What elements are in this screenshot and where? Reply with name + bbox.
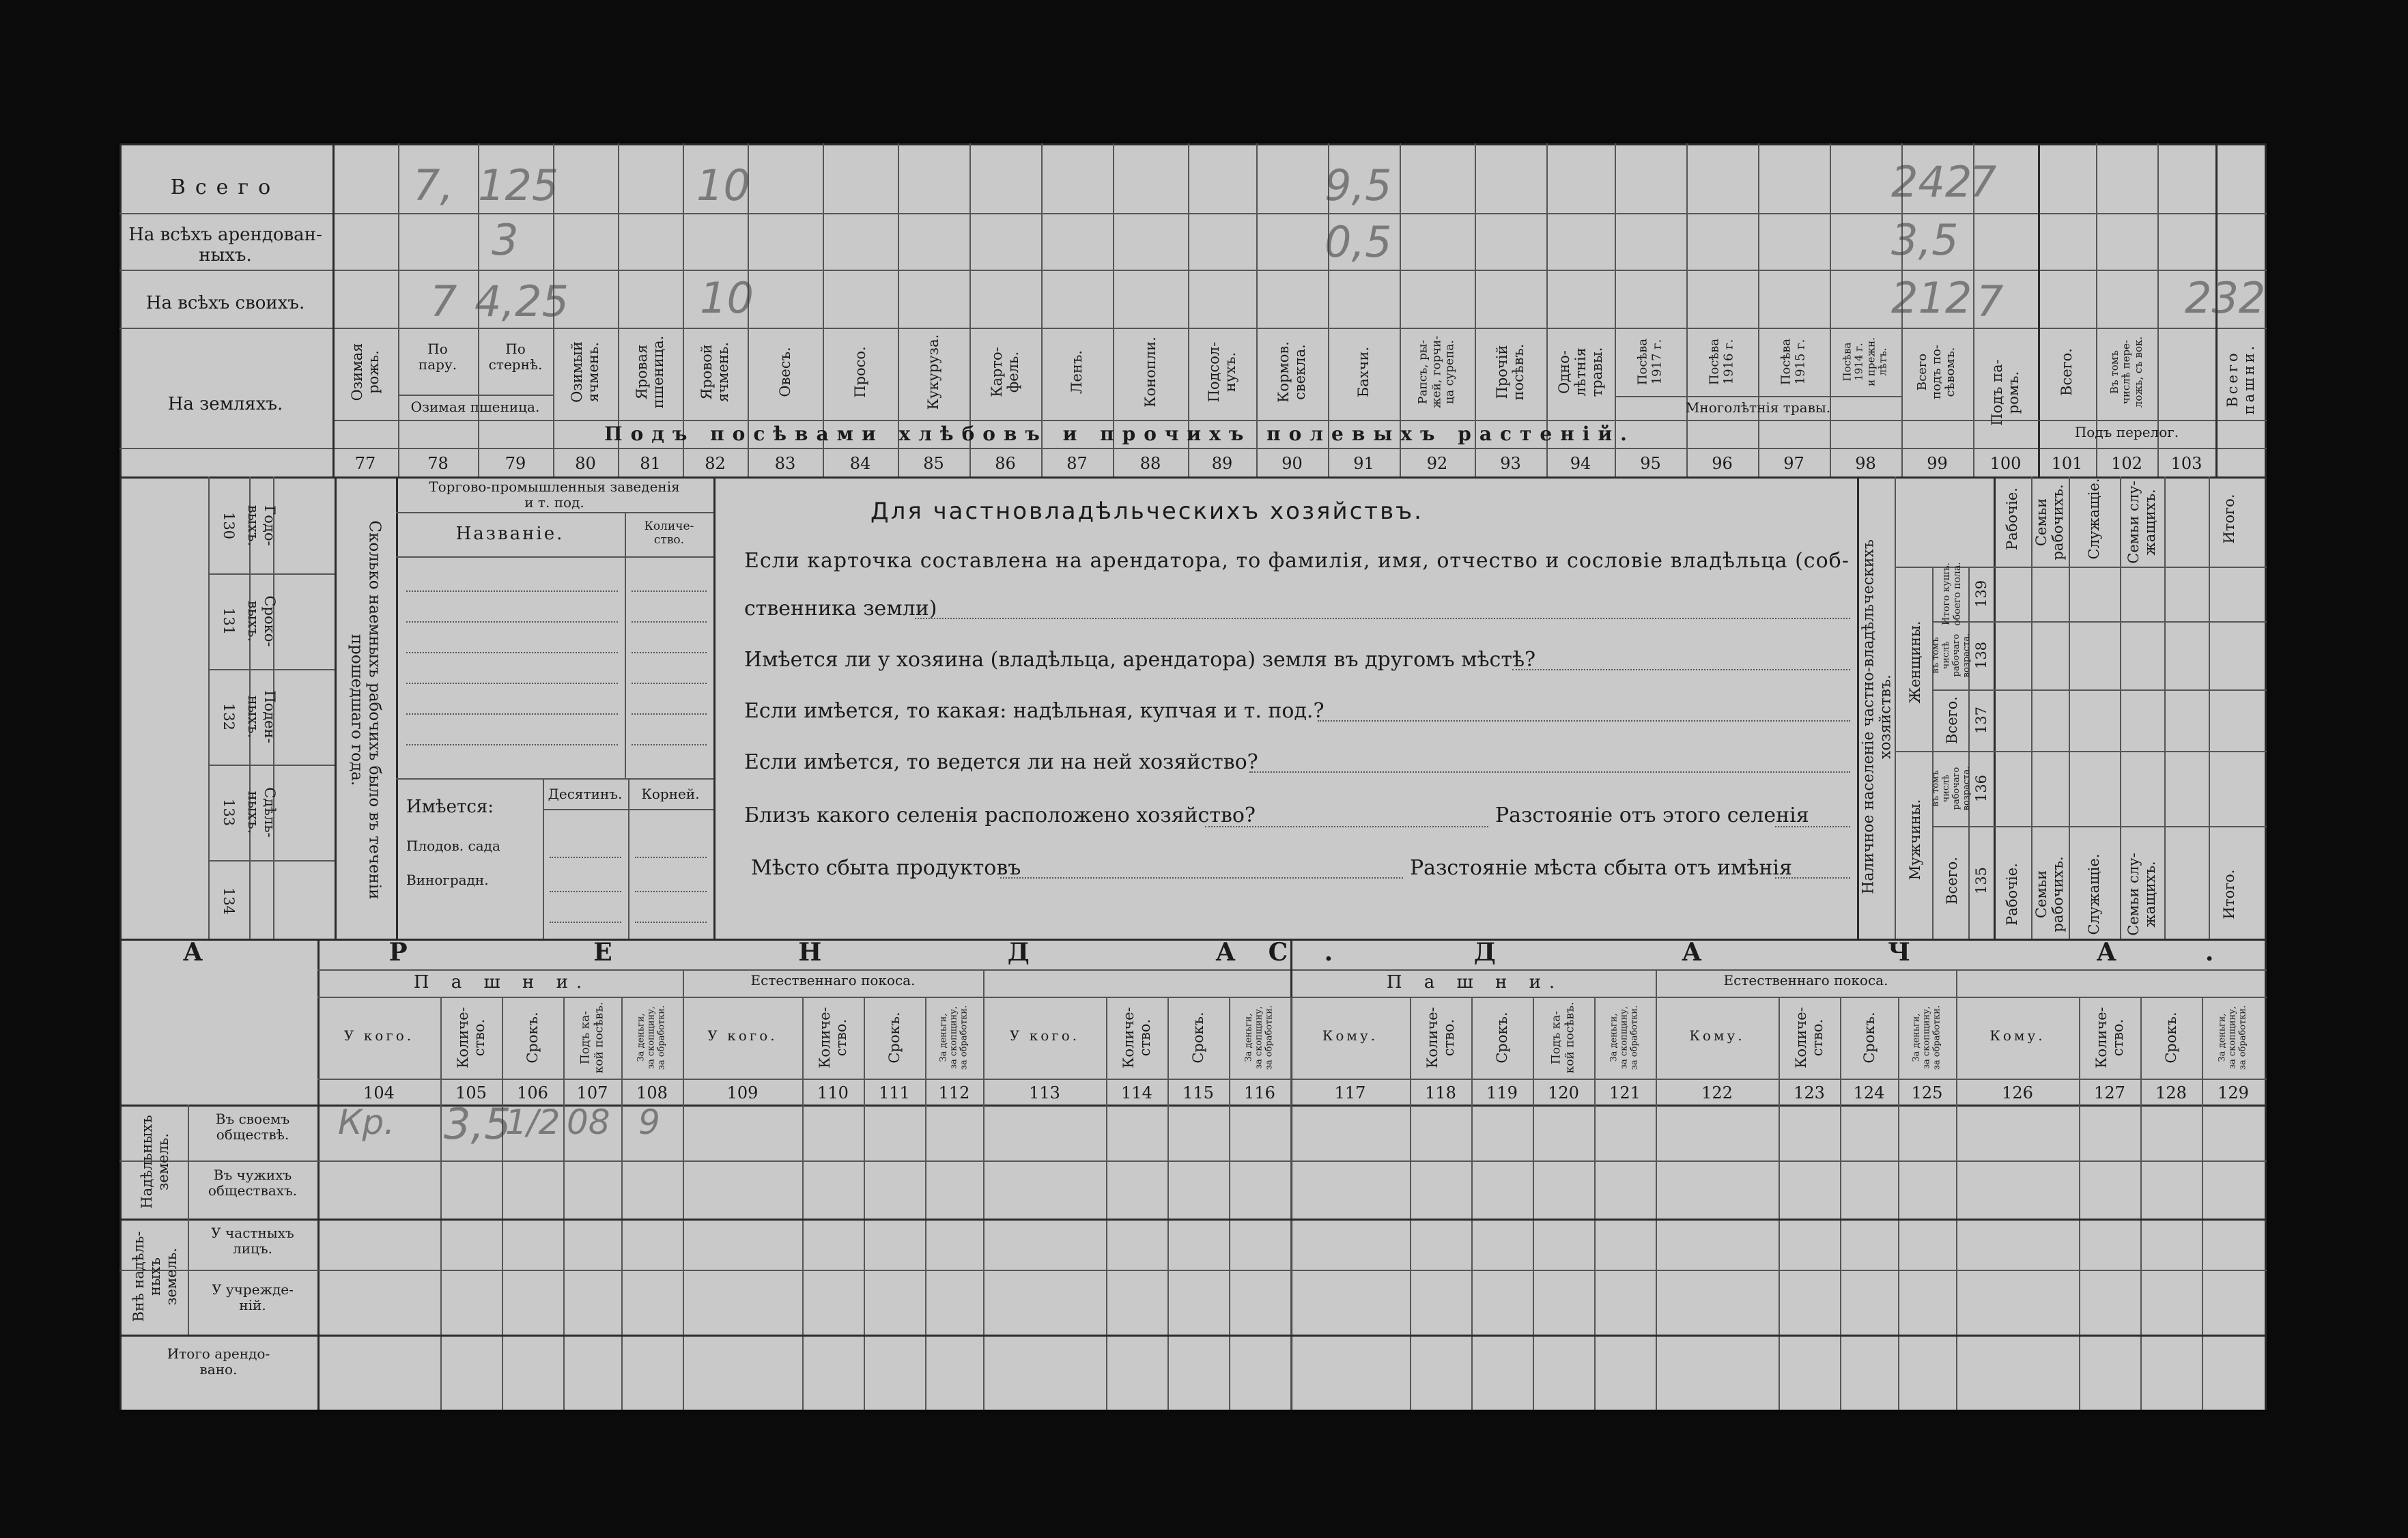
workers-sdelnykh: Сдѣль- ныхъ. — [245, 787, 279, 838]
top-col-number: 85 — [923, 454, 944, 473]
bottom-col-header: Подъ ка- кой посѣвъ. — [1549, 1001, 1576, 1074]
row-label-vsego: Всего — [170, 175, 281, 199]
right-top-itogo: Итого. — [2220, 494, 2237, 544]
hw-bottom-3: 1/2 — [505, 1102, 561, 1142]
bottom-col-number: 107 — [576, 1083, 608, 1102]
hdr-pod-parom: Подъ па- ромъ. — [1988, 359, 2022, 426]
row-chastnykh: У частныхъ лицъ. — [211, 1225, 294, 1257]
bottom-col-number: 128 — [2155, 1083, 2187, 1102]
bottom-col-header: Кому. — [1322, 1027, 1378, 1044]
imeetsya-label: Имѣется: — [406, 797, 494, 817]
arenda-title: А Р Е Н Д А. — [182, 938, 1422, 967]
imeetsya-vinograd: Виноградн. — [406, 872, 489, 888]
hdr-korm-svekla: Кормов. свекла. — [1275, 341, 1308, 403]
workers-num-131: 131 — [221, 607, 238, 636]
arenda-pashni: П а ш н и. — [413, 972, 591, 993]
trade-title: Торгово-промышленныя заведенія и т. под. — [429, 479, 680, 511]
private-line-5: Если имѣется, то ведется ли на ней хозяйство? — [744, 750, 1258, 774]
hdr-vsego-pashni: Всего пашни. — [2224, 343, 2257, 415]
private-line-9: Разстояніе мѣста сбыта отъ имѣнія — [1410, 856, 1792, 880]
top-col-number: 78 — [427, 454, 449, 473]
bottom-col-number: 125 — [1911, 1083, 1943, 1102]
bottom-col-number: 118 — [1425, 1083, 1456, 1102]
census-card — [119, 143, 2303, 1410]
trade-qty-header: Количе- ство. — [644, 519, 694, 547]
hdr-bakhchi: Бахчи. — [1355, 346, 1372, 398]
top-col-number: 86 — [995, 454, 1016, 473]
right-bot-semi-rab: Семьи рабочихъ. — [2032, 856, 2066, 932]
bottom-col-header: За деньги, за скопщину, за обработки. — [1609, 1005, 1640, 1070]
pop-num-136: 136 — [1972, 774, 1989, 803]
row-svoem: Въ своемъ обществѣ. — [215, 1111, 290, 1143]
right-bot-semi-sluzh: Семьи слу- жащихъ. — [2125, 853, 2158, 936]
bottom-col-header: За деньги, за скопщину, за обработки. — [1911, 1005, 1942, 1070]
right-bot-itogo: Итого. — [2220, 869, 2237, 920]
pop-num-135: 135 — [1972, 866, 1989, 895]
hdr-podsolnukh: Подсол- нухъ. — [1205, 341, 1238, 403]
private-line-7: Разстояніе отъ этого селенія — [1495, 803, 1809, 827]
bottom-col-header: За деньги, за скопщину, за обработки. — [2217, 1005, 2248, 1070]
top-col-number: 102 — [2111, 454, 2142, 473]
bottom-col-number: 119 — [1486, 1083, 1518, 1102]
workers-srokovykh: Сроко- выхъ. — [245, 595, 279, 647]
private-line-6: Близъ какого селенія расположено хозяйство? — [744, 803, 1256, 827]
top-col-number: 87 — [1066, 454, 1088, 473]
hw-vsego-2: 125 — [478, 160, 559, 210]
hdr-1917: Посѣва 1917 г. — [1635, 338, 1664, 386]
hdr-konopli: Конопли. — [1142, 337, 1159, 408]
hw-bottom-4: 08 — [567, 1102, 610, 1142]
band-title: Подъ посѣвами хлѣбовъ и прочихъ полевыхъ растеній. — [604, 423, 1635, 445]
bottom-col-number: 110 — [817, 1083, 849, 1102]
right-bot-rabochie: Рабочіе. — [2003, 863, 2020, 926]
hdr-yarovaya-pshenitsa: Яровая пшеница. — [633, 335, 666, 409]
hw-svoikh-5: 7 — [1977, 276, 2004, 326]
bottom-col-header: У кого. — [707, 1027, 778, 1044]
private-line-8: Мѣсто сбыта продуктовъ — [751, 856, 1021, 880]
bottom-col-header: Срокъ. — [1189, 1012, 1206, 1064]
row-uchrezhdeniy: У учрежде- ній. — [212, 1281, 294, 1313]
bottom-col-number: 129 — [2218, 1083, 2249, 1102]
hdr-len: Ленъ. — [1068, 350, 1085, 394]
hw-vsego-4: 9,5 — [1325, 160, 1392, 210]
top-col-number: 96 — [1712, 454, 1733, 473]
hw-vsego-3: 10 — [696, 160, 750, 210]
hdr-ozimyi-yachmen: Озимый ячмень. — [568, 341, 601, 403]
bottom-col-header: За деньги, за скопщину, за обработки. — [1243, 1005, 1275, 1070]
bottom-col-number: 116 — [1244, 1083, 1275, 1102]
right-top-semi-sluzh: Семьи слу- жащихъ. — [2125, 481, 2158, 564]
pop-num-137: 137 — [1972, 706, 1989, 735]
private-line-2: ственника земли) — [744, 597, 937, 621]
hdr-1914: Посѣва 1914 г. и прежн. лѣтъ. — [1841, 337, 1889, 386]
hw-vsego-1: 7, — [413, 160, 454, 210]
workers-num-132: 132 — [221, 702, 238, 731]
top-col-number: 82 — [705, 454, 726, 473]
population-women: Женщины. — [1906, 621, 1923, 704]
hdr-vsego-posev: Всего подъ по- сѣвомъ. — [1914, 344, 1958, 400]
population-itogo: Итого кушъ. обоего пола. — [1940, 562, 1963, 626]
hdr-ozimaya-rozh: Озимая рожь. — [348, 343, 382, 401]
bottom-col-number: 109 — [726, 1083, 759, 1102]
row-label-svoikh: На всѣхъ своихъ. — [145, 293, 305, 313]
right-top-rabochie: Рабочіе. — [2003, 487, 2020, 550]
hw-bottom-5: 9 — [638, 1102, 660, 1142]
hdr-perelog-vtom: Въ томъ числѣ пере- ложь, съ вок. — [2108, 336, 2144, 408]
hdr-proso: Просо. — [851, 346, 868, 398]
population-men: Мужчины. — [1906, 799, 1923, 881]
row-label-zemli: На земляхъ. — [167, 394, 283, 414]
hdr-kukuruza: Кукуруза. — [924, 334, 941, 410]
hw-svoikh-1: 7 — [430, 276, 457, 326]
hw-arend-2: 0,5 — [1325, 217, 1392, 267]
bottom-col-number: 114 — [1121, 1083, 1152, 1102]
top-col-number: 98 — [1855, 454, 1876, 473]
bottom-col-header: Количе- ство. — [2093, 1007, 2126, 1068]
bottom-col-number: 113 — [1029, 1083, 1060, 1102]
imeetsya-sad: Плодов. сада — [406, 838, 500, 854]
pop-num-139: 139 — [1972, 580, 1989, 608]
trade-name-header: Названіе. — [455, 524, 565, 544]
bottom-col-header: Количе- ство. — [454, 1007, 487, 1068]
hdr-perelog-vsego: Всего. — [2058, 348, 2075, 396]
bottom-col-header: Количе- ство. — [816, 1007, 849, 1068]
group-nadel: Надѣльныхъ земель. — [138, 1115, 171, 1209]
hdr-1916: Посѣва 1916 г. — [1707, 338, 1736, 386]
hdr-raps: Рапсъ, ры- жей, горчи- ца сурепа. — [1416, 335, 1457, 409]
bottom-col-header: Кому. — [1989, 1027, 2045, 1044]
top-col-number: 92 — [1426, 454, 1448, 473]
top-col-number: 101 — [2051, 454, 2083, 473]
bottom-col-header: Количе- ство. — [1792, 1007, 1826, 1068]
hdr-po-paru: По пару. — [418, 341, 457, 373]
bottom-col-header: За деньги, за скопщину, за обработки. — [636, 1005, 667, 1070]
bottom-col-header: Срокъ. — [2162, 1012, 2179, 1064]
top-col-number: 100 — [1989, 454, 2022, 473]
bottom-col-header: Срокъ. — [1860, 1012, 1878, 1064]
right-top-semi-rab: Семьи рабочихъ. — [2032, 484, 2066, 560]
workers-num-130: 130 — [221, 511, 238, 540]
hdr-ozimaya-pshenitsa: Озимая пшеница. — [410, 399, 540, 415]
top-col-number: 84 — [849, 454, 871, 473]
bottom-col-header: Срокъ. — [524, 1012, 541, 1064]
sdacha-title: С Д А Ч А. — [1268, 938, 2303, 967]
hdr-mnogoletnie: Многолѣтнія травы. — [1685, 399, 1831, 416]
hw-svoikh-6: 232 — [2185, 273, 2266, 323]
hw-svoikh-4: 212 — [1891, 273, 1972, 323]
hw-svoikh-3: 10 — [700, 273, 754, 323]
top-col-number: 94 — [1570, 454, 1591, 473]
private-line-4: Если имѣется, то какая: надѣльная, купчая и т. под.? — [744, 699, 1325, 723]
hw-arend-1: 3 — [492, 215, 519, 265]
right-top-sluzhashchie: Служащіе. — [2085, 478, 2102, 560]
population-title: Наличное населеніе частно-владѣльческихъ хозяйствъ. — [1860, 539, 1895, 894]
hdr-po-sterne: По стернѣ. — [488, 341, 543, 373]
bottom-col-header: Количе- ство. — [1120, 1007, 1153, 1068]
top-col-number: 80 — [575, 454, 596, 473]
bottom-col-header: Срокъ. — [886, 1012, 903, 1064]
group-vne: Внѣ надѣль- ныхъ земель. — [130, 1231, 180, 1322]
bottom-col-number: 111 — [879, 1083, 910, 1102]
hw-vsego-6: 7 — [1970, 157, 1997, 207]
bottom-col-number: 124 — [1853, 1083, 1885, 1102]
hdr-1915: Посѣва 1915 г. — [1779, 338, 1807, 386]
right-bot-sluzhashchie: Служащіе. — [2085, 853, 2102, 935]
hw-arend-3: 3,5 — [1891, 215, 1959, 265]
population-men-vsego: Всего. — [1943, 857, 1960, 905]
population-women-vsego: Всего. — [1943, 696, 1960, 744]
top-col-number: 97 — [1783, 454, 1804, 473]
bottom-col-header: У кого. — [343, 1027, 414, 1044]
top-col-number: 91 — [1353, 454, 1374, 473]
hdr-yarovoy-yachmen: Яровой ячмень. — [698, 342, 731, 402]
hw-svoikh-2: 4,25 — [474, 276, 569, 326]
private-line-1: Если карточка составлена на арендатора, то фамилія, имя, отчество и сословіе владѣльца (соб- — [744, 549, 1850, 573]
hw-vsego-5: 242 — [1891, 157, 1972, 207]
arenda-pokosa: Естественнаго покоса. — [750, 972, 916, 988]
top-col-number: 90 — [1281, 454, 1303, 473]
bottom-col-number: 121 — [1609, 1083, 1641, 1102]
imeetsya-korney: Корней. — [641, 786, 700, 802]
bottom-col-number: 117 — [1334, 1083, 1366, 1102]
bottom-col-number: 126 — [2002, 1083, 2033, 1102]
top-col-number: 93 — [1500, 454, 1521, 473]
bottom-col-header: Кому. — [1689, 1027, 1745, 1044]
hw-bottom-1: Кр. — [338, 1102, 395, 1142]
top-col-number: 99 — [1927, 454, 1948, 473]
hdr-pod-perelog: Подъ перелог. — [2074, 424, 2179, 440]
hw-bottom-2: 3,5 — [444, 1099, 511, 1149]
workers-title: Сколько наемныхъ рабочихъ было въ теченіи прошедшаго года. — [348, 520, 384, 900]
imeetsya-desyatin: Десятинъ. — [548, 786, 623, 802]
top-col-number: 79 — [505, 454, 526, 473]
bottom-col-number: 123 — [1794, 1083, 1825, 1102]
population-women-working: въ томъ числѣ рабочаго возраста. — [1931, 633, 1972, 678]
workers-godovykh: Годо- выхъ. — [245, 504, 279, 547]
top-col-number: 103 — [2170, 454, 2202, 473]
hdr-odnoletnie: Одно- лѣтнія травы. — [1555, 347, 1606, 397]
top-col-number: 89 — [1211, 454, 1233, 473]
row-chuzhikh: Въ чужихъ обществахъ. — [208, 1167, 298, 1199]
hdr-oves: Овесъ. — [776, 347, 793, 397]
bottom-col-header: Срокъ. — [1493, 1012, 1510, 1064]
hdr-kartofel: Карто- фель. — [988, 347, 1021, 397]
bottom-col-header: Количе- ство. — [1423, 1007, 1457, 1068]
bottom-col-number: 115 — [1182, 1083, 1214, 1102]
bottom-col-header: Подъ ка- кой посѣвъ. — [578, 1001, 606, 1074]
bottom-col-header: У кого. — [1009, 1027, 1080, 1044]
bottom-col-number: 106 — [517, 1083, 548, 1102]
top-col-number: 77 — [354, 454, 376, 473]
bottom-col-header: За деньги, за скопщину, за обработки. — [938, 1005, 969, 1070]
hdr-prochiy: Прочій посѣвъ. — [1493, 343, 1527, 401]
workers-num-133: 133 — [221, 798, 238, 827]
top-col-number: 88 — [1139, 454, 1161, 473]
workers-podennykh: Поден- ныхъ. — [245, 690, 279, 743]
pop-num-138: 138 — [1972, 641, 1989, 670]
bottom-col-number: 108 — [636, 1083, 668, 1102]
bottom-col-number: 112 — [938, 1083, 970, 1102]
top-col-number: 81 — [640, 454, 661, 473]
population-men-working: въ томъ числѣ рабочаго возраста. — [1931, 766, 1972, 811]
workers-num-134: 134 — [221, 887, 238, 915]
top-col-number: 83 — [774, 454, 796, 473]
row-itogo: Итого арендо- вано. — [167, 1345, 270, 1378]
bottom-col-number: 105 — [455, 1083, 487, 1102]
sdacha-pokosa: Естественнаго покоса. — [1723, 972, 1888, 988]
row-label-arend: На всѣхъ арендован- ныхъ. — [128, 225, 322, 266]
bottom-col-number: 127 — [2094, 1083, 2125, 1102]
sdacha-pashni: П а ш н и. — [1386, 972, 1563, 993]
private-title: Для частновладѣльческихъ хозяйствъ. — [870, 498, 1423, 525]
bottom-col-number: 120 — [1548, 1083, 1579, 1102]
bottom-col-number: 104 — [363, 1083, 395, 1102]
top-col-number: 95 — [1640, 454, 1661, 473]
bottom-col-number: 122 — [1701, 1083, 1733, 1102]
private-line-3: Имѣется ли у хозяина (владѣльца, арендатора) земля въ другомъ мѣстѣ? — [744, 648, 1536, 672]
